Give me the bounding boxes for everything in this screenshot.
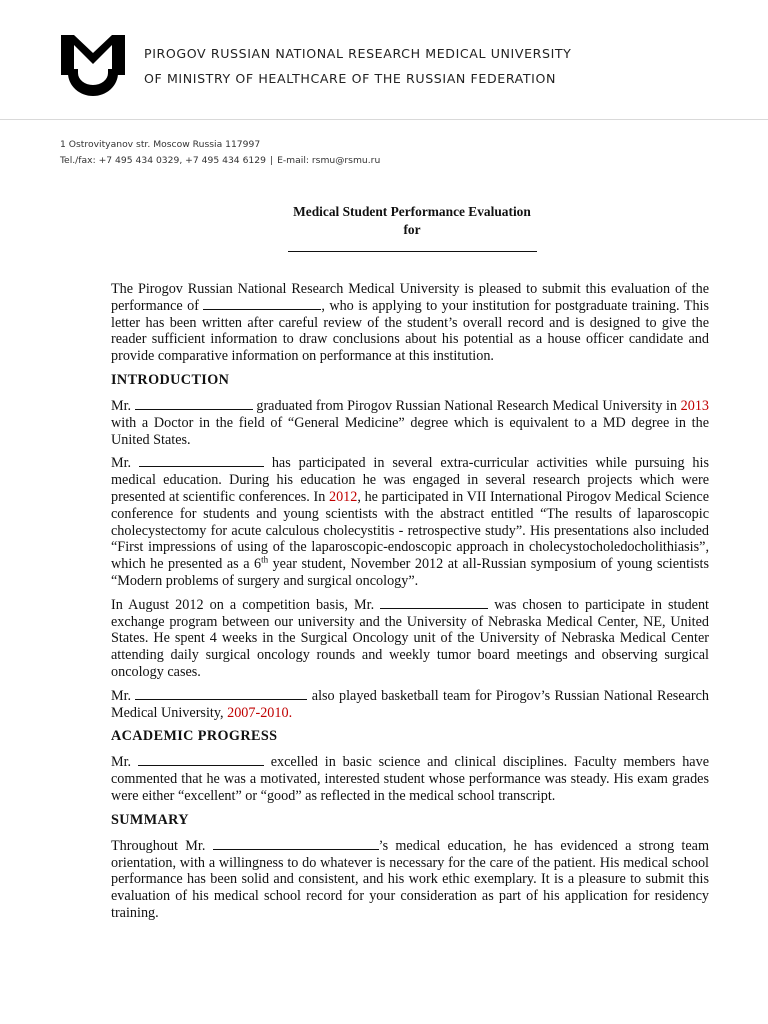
name-blank: [138, 754, 264, 766]
intro-p2-a: Mr.: [111, 455, 139, 472]
university-name: [144, 41, 571, 91]
academic-progress-heading: ACADEMIC PROGRESS: [111, 728, 278, 745]
intro-p3-b: was chosen to participate in student exchange program between our university and the University of Nebraska Medical Center, NE, United States. He spent 4 weeks in the Surgical Oncology unit of the University of Nebraska Medical Center attending daily surgical oncology rounds and weekly tumor board meetings and observing surgical oncology cases.: [111, 596, 709, 680]
opening-paragraph: [111, 281, 709, 365]
summary-paragraph: [111, 838, 709, 922]
academic-b: excelled in basic science and clinical disciplines. Faculty members have commented that he was a motivated, interested student whose performance was steady. His exam grades were either “excellent” or “good” as reflected in the medical school transcript.: [111, 754, 709, 804]
ordinal-suffix: th: [261, 554, 269, 565]
conference-year: 2012: [328, 488, 358, 505]
name-blank: [380, 597, 488, 609]
document-title: [0, 203, 768, 239]
intro-p4-b: also played basketball team for Pirogov’s Russian National Research Medical University,: [111, 687, 709, 721]
introduction-paragraph-4: [111, 688, 709, 722]
letter-body: [111, 281, 709, 929]
contact-line: [60, 153, 380, 169]
basketball-years: 2007-2010.: [227, 704, 293, 721]
contact-separator: |: [269, 154, 274, 166]
intro-p1-b: graduated from Pirogov Russian National Research Medical University in: [252, 397, 681, 414]
intro-p1-a: Mr.: [111, 397, 135, 414]
academic-a: Mr.: [111, 754, 138, 771]
contact-info: [60, 137, 380, 168]
email: E-mail: rsmu@rsmu.ru: [277, 154, 381, 166]
intro-p1-c: with a Doctor in the field of “General Medicine” degree which is equivalent to a MD degree in the United States.: [111, 414, 709, 448]
intro-p2-b: has participated in several extra-curricular activities while pursuing his medical education. During his education he was engaged in several research projects which were presented at scientific conferences. In: [111, 455, 709, 505]
title-line1: Medical Student Performance Evaluation: [293, 204, 531, 219]
introduction-paragraph-3: [111, 597, 709, 681]
intro-p3-a: In August 2012 on a competition basis, Mr.: [111, 596, 381, 613]
academic-progress-paragraph: [111, 754, 709, 804]
introduction-paragraph-1: [111, 398, 709, 448]
name-blank: [135, 688, 307, 700]
address: 1 Ostrovityanov str. Moscow Russia 117997: [60, 139, 261, 150]
title-line2: for: [403, 222, 421, 237]
name-blank: [139, 455, 264, 467]
summary-a: Throughout Mr.: [111, 837, 213, 854]
summary-b: ’s medical education, he has evidenced a strong team orientation, with a willingness to do whatever is necessary for the care of the patient. His medical school performance has been solid and consistent, and his work ethic exemplary. It is a pleasure to submit this evaluation of his medical school record for your consideration as part of his application for residency training.: [111, 837, 709, 921]
graduation-year: 2013: [680, 397, 709, 414]
student-name-blank: [288, 251, 537, 252]
opening-text-a: The Pirogov Russian National Research Medical University is pleased to submit this evaluation of the performance of: [111, 281, 709, 314]
intro-p2-d: year student, November 2012 at all-Russian symposium of young scientists “Modern problems of surgery and surgical oncology”.: [111, 556, 709, 589]
intro-p4-a: Mr.: [111, 687, 136, 704]
university-name-line2: OF MINISTRY OF HEALTHCARE OF THE RUSSIAN FEDERATION: [144, 71, 557, 86]
summary-heading: SUMMARY: [111, 811, 189, 828]
opening-text-b: , who is applying to your institution for postgraduate training. This letter has been written after careful review of the student’s overall record and is designed to give the reader sufficient information to draw conclusions about his potential as a house officer candidate and provide comparative information on performance at this institution.: [111, 297, 709, 365]
letterhead-divider: [0, 119, 768, 120]
letterhead: [0, 0, 768, 168]
intro-p2-c: , he participated in VII International Pirogov Medical Science conference for students and young scientists with the abstract entitled “The results of laparoscopic cholecystectomy for acute calculous cholecystitis - retrospective study”. His presentations also included “First impressions of using of the laparoscopic-endoscopic approach in cholecystocholedocholithiasis”, which he presented as a 6: [111, 488, 709, 573]
university-name-line1: PIROGOV RUSSIAN NATIONAL RESEARCH MEDICAL UNIVERSITY: [144, 46, 572, 61]
tel-fax: Tel./fax: +7 495 434 0329, +7 495 434 6129: [60, 154, 266, 166]
name-blank: [213, 838, 379, 850]
name-blank: [203, 298, 321, 310]
name-blank: [135, 398, 253, 410]
introduction-heading: INTRODUCTION: [111, 371, 230, 388]
introduction-paragraph-2: [111, 455, 709, 589]
university-logo-icon: [60, 33, 126, 97]
